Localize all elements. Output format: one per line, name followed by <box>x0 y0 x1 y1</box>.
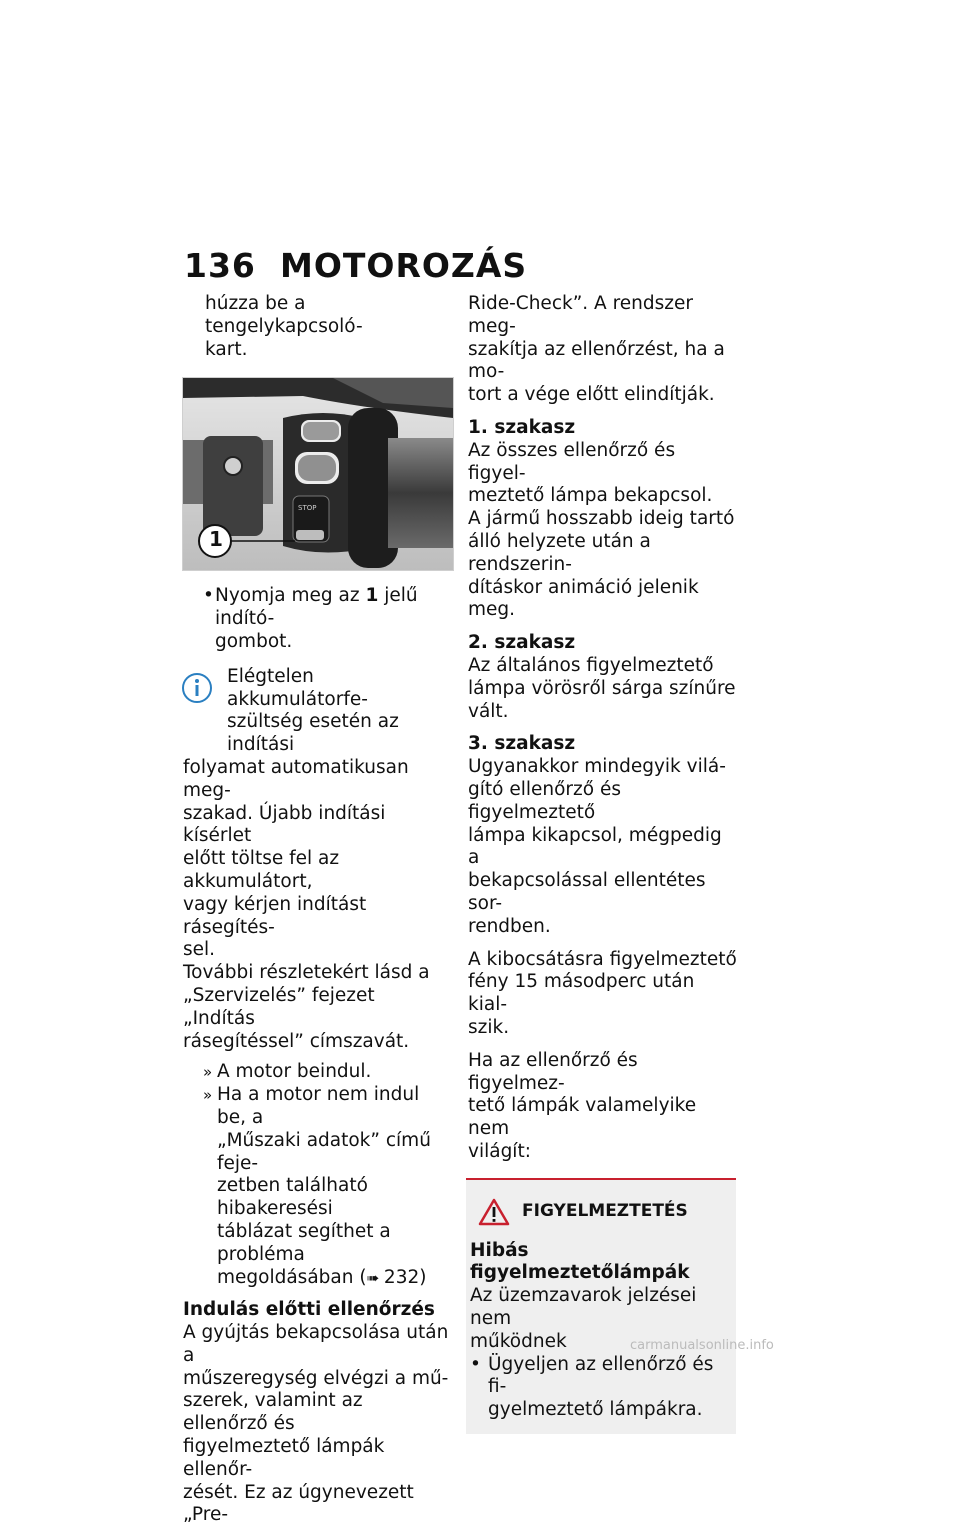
page-number: 136 <box>184 246 256 285</box>
text-line: fény 15 másodperc után kial- <box>468 971 695 1016</box>
source-watermark: carmanualsonline.info <box>630 1338 774 1353</box>
text-line: kart. <box>205 338 248 360</box>
text-line: lámpa kikapcsol, mégpedig a <box>468 824 722 869</box>
section-body <box>183 1322 451 1527</box>
bullet-dot-icon: • <box>470 1353 481 1375</box>
text-line: Ride-Check”. A rendszer meg- <box>468 293 693 337</box>
text-line: A kibocsátásra figyelmeztető <box>468 948 737 970</box>
step2-heading: 2. szakasz <box>468 632 576 654</box>
text-line: előtt töltse fel az akkumulátort, <box>183 848 340 892</box>
chapter-title: MOTOROZÁS <box>280 246 528 285</box>
text-line: „Szervizelés” fejezet „Indítás <box>183 984 375 1029</box>
start-button-instruction <box>183 585 451 653</box>
text-line: bekapcsolással ellentétes sor- <box>468 870 706 914</box>
bullet-dot-icon: • <box>203 585 214 607</box>
text-span: megoldásában ( <box>217 1266 367 1288</box>
result-list <box>183 1061 451 1289</box>
lamp-failure-paragraph <box>468 1050 738 1164</box>
page-header <box>184 246 527 285</box>
text-line: szakítja az ellenőrzést, ha a mo- <box>468 338 725 383</box>
step1-body <box>468 440 738 622</box>
text-line: A motor beindul. <box>217 1061 372 1083</box>
text-line: lámpa vörösről sárga színűre <box>468 677 736 699</box>
text-line: rendben. <box>468 915 551 937</box>
right-column <box>468 293 738 1434</box>
text-line: Elégtelen akkumulátorfe- <box>227 665 368 710</box>
text-line: gombot. <box>215 630 293 652</box>
left-column <box>183 293 451 1527</box>
svg-text:STOP: STOP <box>298 504 317 513</box>
result-arrow-icon: » <box>203 1086 213 1105</box>
info-note <box>183 666 451 1054</box>
result-item <box>205 1084 451 1289</box>
text-line: vált. <box>468 700 509 722</box>
text-line: sel. <box>183 939 216 961</box>
result-item <box>205 1061 451 1084</box>
text-line: szerek, valamint az ellenőrző és <box>183 1390 363 1435</box>
text-line: További részletekért lásd a <box>183 962 430 984</box>
text-line: világít: <box>468 1140 531 1162</box>
warning-heading: Hibás figyelmeztetőlámpák <box>470 1239 690 1284</box>
text-span: jelű indító- <box>215 585 418 630</box>
text-line: Az összes ellenőrző és figyel- <box>468 439 676 484</box>
text-line: rásegítéssel” címszavát. <box>183 1030 410 1052</box>
text-line: Az üzemzavarok jelzései nem <box>470 1285 697 1330</box>
text-line: A gyújtás bekapcsolása után a <box>183 1322 449 1366</box>
text-line: zését. Ez az úgynevezett „Pre- <box>183 1481 414 1526</box>
text-line: „Műszaki adatok” című feje- <box>217 1129 431 1174</box>
figure-callout-label: 1 <box>209 527 223 552</box>
emission-paragraph <box>468 949 738 1040</box>
text-line: működnek <box>470 1330 567 1352</box>
warning-title: FIGYELMEZTETÉS <box>522 1201 688 1222</box>
page-reference-link[interactable]: 232) <box>383 1266 427 1288</box>
text-line: dításkor animáció jelenik meg. <box>468 576 699 621</box>
text-line: folyamat automatikusan meg- <box>183 756 409 801</box>
step3-heading: 3. szakasz <box>468 733 576 755</box>
text-line: tető lámpák valamelyike nem <box>468 1095 697 1140</box>
step1-heading: 1. szakasz <box>468 416 576 438</box>
text-line: Ha az ellenőrző és figyelmez- <box>468 1049 638 1094</box>
continued-text <box>468 293 738 407</box>
warning-bullet <box>470 1354 736 1422</box>
text-line: meztető lámpa bekapcsol. <box>468 485 713 507</box>
callout-ref: 1 <box>365 585 379 607</box>
text-line: műszeregység elvégzi a mű- <box>183 1367 449 1389</box>
text-line: szakad. Újabb indítási kísérlet <box>183 802 386 847</box>
text-line: Ha a motor nem indul be, a <box>217 1084 420 1128</box>
text-span: Nyomja meg az <box>215 585 366 607</box>
intro-text <box>183 293 451 361</box>
text-line: zetben található hibakeresési <box>217 1175 368 1220</box>
text-line: tort a vége előtt elindítják. <box>468 384 715 406</box>
text-line: álló helyzete után a rendszerin- <box>468 530 651 575</box>
info-icon <box>181 672 213 704</box>
warning-triangle-icon <box>478 1198 510 1226</box>
text-line: Ügyeljen az ellenőrző és fi- <box>488 1353 714 1398</box>
text-line: szik. <box>468 1016 510 1038</box>
text-line: vagy kérjen indítást rásegítés- <box>183 893 367 938</box>
step2-body <box>468 655 738 723</box>
text-line: Az általános figyelmeztető <box>468 654 714 676</box>
text-line: figyelmeztető lámpák ellenőr- <box>183 1436 385 1480</box>
text-line: táblázat segíthet a probléma <box>217 1220 391 1265</box>
warning-header <box>478 1190 736 1234</box>
page-reference-icon: ➠ <box>366 1268 384 1287</box>
handlebar-switch-photo <box>182 377 454 571</box>
text-line: Ugyanakkor mindegyik vilá- <box>468 756 726 778</box>
text-line: húzza be a tengelykapcsoló- <box>205 293 363 337</box>
bullet-item <box>205 585 451 653</box>
warning-box <box>466 1178 736 1434</box>
text-line: szültség esetén az indítási <box>227 711 399 756</box>
text-line: gyelmeztető lámpákra. <box>488 1399 703 1421</box>
section-heading: Indulás előtti ellenőrzés <box>183 1299 435 1321</box>
step3-body <box>468 756 738 938</box>
text-line: gító ellenőrző és figyelmeztető <box>468 778 621 823</box>
text-line: A jármű hosszabb ideig tartó <box>468 508 735 530</box>
result-arrow-icon: » <box>203 1063 213 1082</box>
